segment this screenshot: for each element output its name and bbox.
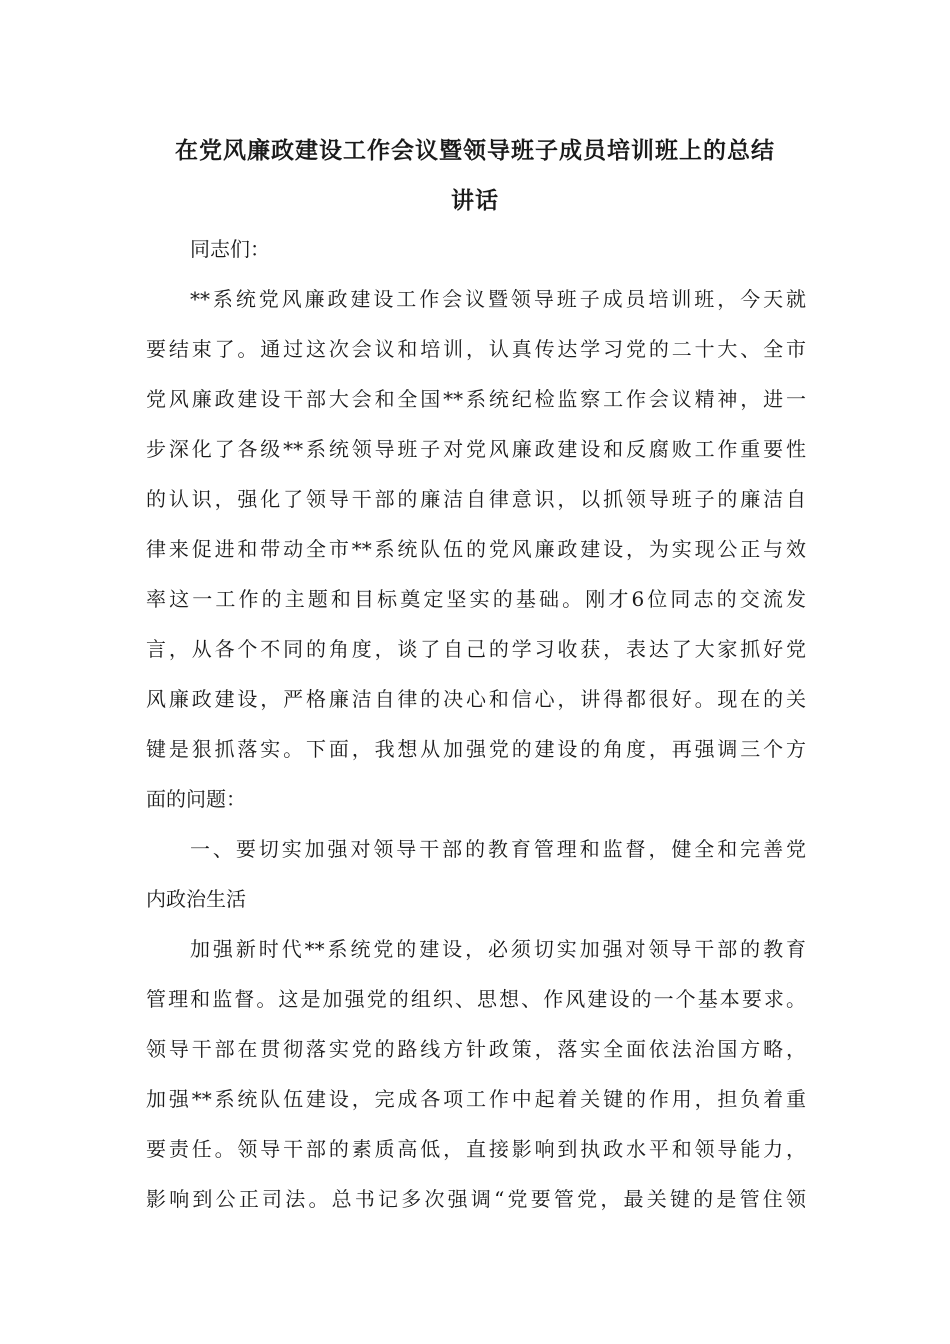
paragraph-line: 面的问题： bbox=[146, 787, 246, 811]
paragraph-line: 风廉政建设，严格廉洁自律的决心和信心，讲得都很好。现在的关 bbox=[146, 687, 806, 711]
section-heading-line: 内政治生活 bbox=[146, 887, 246, 911]
paragraph-line: 键是狠抓落实。下面，我想从加强党的建设的角度，再强调三个方 bbox=[146, 737, 806, 761]
paragraph-line: 言，从各个不同的角度，谈了自己的学习收获，表达了大家抓好党 bbox=[146, 637, 806, 661]
paragraph-line: 领导干部在贯彻落实党的路线方针政策，落实全面依法治国方略， bbox=[146, 1037, 806, 1061]
paragraph-line: 管理和监督。这是加强党的组织、思想、作风建设的一个基本要求。 bbox=[146, 987, 806, 1011]
paragraph-line: 要责任。领导干部的素质高低，直接影响到执政水平和领导能力， bbox=[146, 1137, 806, 1161]
paragraph-line: 加强**系统队伍建设，完成各项工作中起着关键的作用，担负着重 bbox=[146, 1087, 806, 1111]
paragraph-line: 步深化了各级**系统领导班子对党风廉政建设和反腐败工作重要性 bbox=[146, 437, 806, 461]
paragraph-line: 要结束了。通过这次会议和培训，认真传达学习党的二十大、全市 bbox=[146, 337, 806, 361]
paragraph-line: 影响到公正司法。总书记多次强调“党要管党，最关键的是管住领 bbox=[146, 1187, 806, 1211]
paragraph-line: 律来促进和带动全市**系统队伍的党风廉政建设，为实现公正与效 bbox=[146, 537, 806, 561]
document-title-line-1: 在党风廉政建设工作会议暨领导班子成员培训班上的总结 bbox=[175, 137, 775, 164]
paragraph-line: **系统党风廉政建设工作会议暨领导班子成员培训班，今天就 bbox=[190, 287, 806, 311]
salutation: 同志们： bbox=[190, 237, 270, 261]
paragraph-line: 加强新时代**系统党的建设，必须切实加强对领导干部的教育 bbox=[190, 937, 806, 961]
section-heading-line: 一、要切实加强对领导干部的教育管理和监督，健全和完善党 bbox=[190, 837, 806, 861]
document-title-line-2: 讲话 bbox=[451, 187, 499, 214]
paragraph-line: 党风廉政建设干部大会和全国**系统纪检监察工作会议精神，进一 bbox=[146, 387, 806, 411]
paragraph-line: 率这一工作的主题和目标奠定坚实的基础。刚才6位同志的交流发 bbox=[146, 587, 806, 611]
paragraph-line: 的认识，强化了领导干部的廉洁自律意识，以抓领导班子的廉洁自 bbox=[146, 487, 806, 511]
